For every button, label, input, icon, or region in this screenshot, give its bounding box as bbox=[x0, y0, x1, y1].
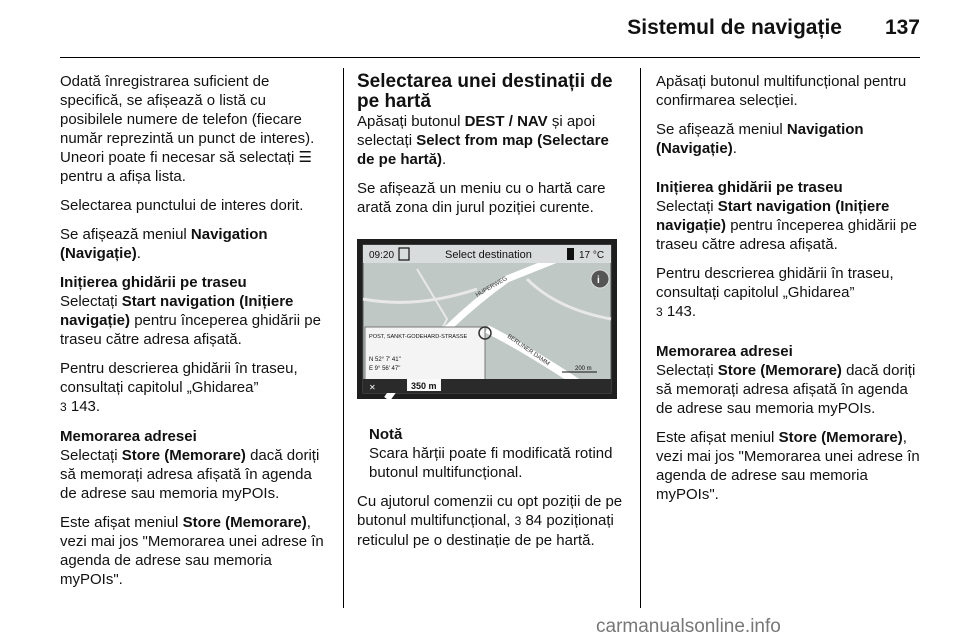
text: pentru începerea ghidării pe traseu către adresa afișată. bbox=[60, 312, 321, 348]
svg-text:i: i bbox=[597, 275, 600, 286]
page-header bbox=[0, 0, 960, 60]
text: Pentru descrierea ghidării în traseu, consultați capitolul „Ghidarea” bbox=[656, 265, 894, 301]
paragraph bbox=[357, 112, 625, 169]
map-graphic bbox=[357, 239, 617, 399]
bold-term: Store (Memorare) bbox=[778, 429, 903, 446]
column-divider-2 bbox=[640, 68, 641, 608]
text: . bbox=[442, 151, 447, 168]
popup-longitude: E 9° 56' 47" bbox=[369, 366, 401, 372]
page-ref-icon: 3 bbox=[656, 305, 663, 319]
paragraph bbox=[60, 292, 328, 349]
column-3 bbox=[656, 72, 924, 514]
text: pentru începerea ghidării pe traseu către adresa afișată. bbox=[656, 217, 917, 253]
paragraph bbox=[656, 264, 924, 322]
paragraph bbox=[60, 446, 328, 503]
zoom-icon: ✕ bbox=[369, 383, 376, 392]
page-ref: 143. bbox=[70, 398, 101, 415]
text: . bbox=[732, 140, 737, 157]
page-title: Sistemul de navigație bbox=[627, 16, 842, 39]
road-label: BERLINER DAMM bbox=[505, 333, 551, 368]
bold-term: Navigation (Navigație) bbox=[60, 226, 268, 262]
scale-bar-label: 200 m bbox=[575, 366, 592, 372]
list-icon: ☰ bbox=[298, 149, 312, 166]
text: și apoi selectați bbox=[357, 113, 596, 149]
paragraph bbox=[60, 513, 328, 589]
paragraph: Selectarea punctului de interes dorit. bbox=[60, 197, 304, 214]
paragraph: Se afișează un meniu cu o hartă care arată zona din jurul poziției curente. bbox=[357, 180, 606, 216]
popup-street: POST, SANKT-GODEHARD-STRASSE bbox=[369, 334, 468, 340]
note bbox=[369, 425, 625, 482]
note-title: Notă bbox=[369, 426, 403, 443]
map-temperature: 17 °C bbox=[579, 250, 605, 261]
bold-term: Navigation (Navigație) bbox=[656, 121, 864, 157]
column-divider-1 bbox=[343, 68, 344, 608]
text: poziționați reticulul pe o destinație de pe hartă. bbox=[357, 512, 614, 549]
column-2 bbox=[357, 72, 625, 560]
text: Este afișat meniul bbox=[656, 429, 779, 446]
text: Se afișează meniul bbox=[60, 226, 191, 243]
text: , vezi mai jos "Memorarea unei adrese în agenda de adrese sau memoria myPOIs". bbox=[656, 429, 920, 503]
text: Selectați bbox=[60, 293, 122, 310]
paragraph bbox=[60, 359, 328, 417]
map-screenshot bbox=[357, 239, 617, 399]
header-rule bbox=[60, 57, 920, 58]
bold-term: Store (Memorare) bbox=[717, 362, 842, 379]
bold-term: DEST / NAV bbox=[464, 113, 548, 130]
text: Selectați bbox=[656, 198, 718, 215]
page-ref-icon: 3 bbox=[514, 514, 522, 528]
paragraph bbox=[656, 197, 924, 254]
bold-term: Start navigation (Inițiere navigație) bbox=[656, 198, 890, 234]
paragraph bbox=[656, 120, 924, 158]
watermark: carmanualsonline.info bbox=[596, 616, 781, 637]
subheading: Memorarea adresei bbox=[60, 428, 197, 445]
paragraph bbox=[357, 492, 625, 550]
text: Selectați bbox=[60, 447, 122, 464]
text: , vezi mai jos "Memorarea unei adrese în agenda de adrese sau memoria myPOIs". bbox=[60, 514, 324, 588]
subheading: Inițierea ghidării pe traseu bbox=[60, 274, 247, 291]
bold-term: Start navigation (Inițiere navigație) bbox=[60, 293, 294, 329]
section-title: Selectarea unei destinații de pe hartă bbox=[357, 71, 613, 112]
bold-term: Select from map (Selectare de pe hartă) bbox=[357, 132, 609, 168]
page-ref-icon: 3 bbox=[60, 400, 67, 414]
note-text: Scara hărții poate fi modificată rotind butonul multifuncțional. bbox=[369, 445, 613, 481]
text: dacă doriți să memorați adresa afișată în agenda de adrese sau memoria myPOIs. bbox=[60, 447, 320, 502]
page-number: 137 bbox=[884, 16, 920, 39]
paragraph: Apăsați butonul multifuncțional pentru confirmarea selecției. bbox=[656, 73, 907, 109]
bold-term: Store (Memorare) bbox=[121, 447, 246, 464]
map-screen-title: Select destination bbox=[445, 249, 532, 261]
subheading: Inițierea ghidării pe traseu bbox=[656, 179, 843, 196]
text: Se afișează meniul bbox=[656, 121, 787, 138]
text: Este afișat meniul bbox=[60, 514, 183, 531]
paragraph bbox=[60, 225, 328, 263]
column-1 bbox=[60, 72, 328, 599]
paragraph bbox=[656, 361, 924, 418]
text: Pentru descrierea ghidării în traseu, consultați capitolul „Ghidarea” bbox=[60, 360, 298, 396]
subheading: Memorarea adresei bbox=[656, 343, 793, 360]
text: Odată înregistrarea suficient de specifică, se afișează o listă cu posibilele numere de telefon (fiecare număr reprezintă un punct de interes). Uneori poate fi necesar să selectați bbox=[60, 73, 315, 166]
text: dacă doriți să memorați adresa afișată în agenda de adrese sau memoria myPOIs. bbox=[656, 362, 916, 417]
road-label: HUPERWEG bbox=[475, 275, 509, 299]
text: pentru a afișa lista. bbox=[60, 168, 186, 185]
bold-term: Store (Memorare) bbox=[182, 514, 307, 531]
map-time: 09:20 bbox=[369, 250, 395, 261]
text: . bbox=[136, 245, 141, 262]
info-icon bbox=[567, 248, 574, 260]
info-button-icon bbox=[591, 270, 609, 288]
scale-popup: 350 m bbox=[411, 381, 437, 391]
text: Apăsați butonul bbox=[357, 113, 465, 130]
page-ref: 84 bbox=[525, 512, 543, 529]
paragraph bbox=[60, 72, 328, 186]
page-ref: 143. bbox=[666, 303, 697, 320]
paragraph bbox=[656, 428, 924, 504]
text: Selectați bbox=[656, 362, 718, 379]
popup-latitude: N 52° 7' 41" bbox=[369, 357, 401, 363]
text: Cu ajutorul comenzii cu opt poziții de pe butonul multifuncțional, bbox=[357, 493, 623, 529]
